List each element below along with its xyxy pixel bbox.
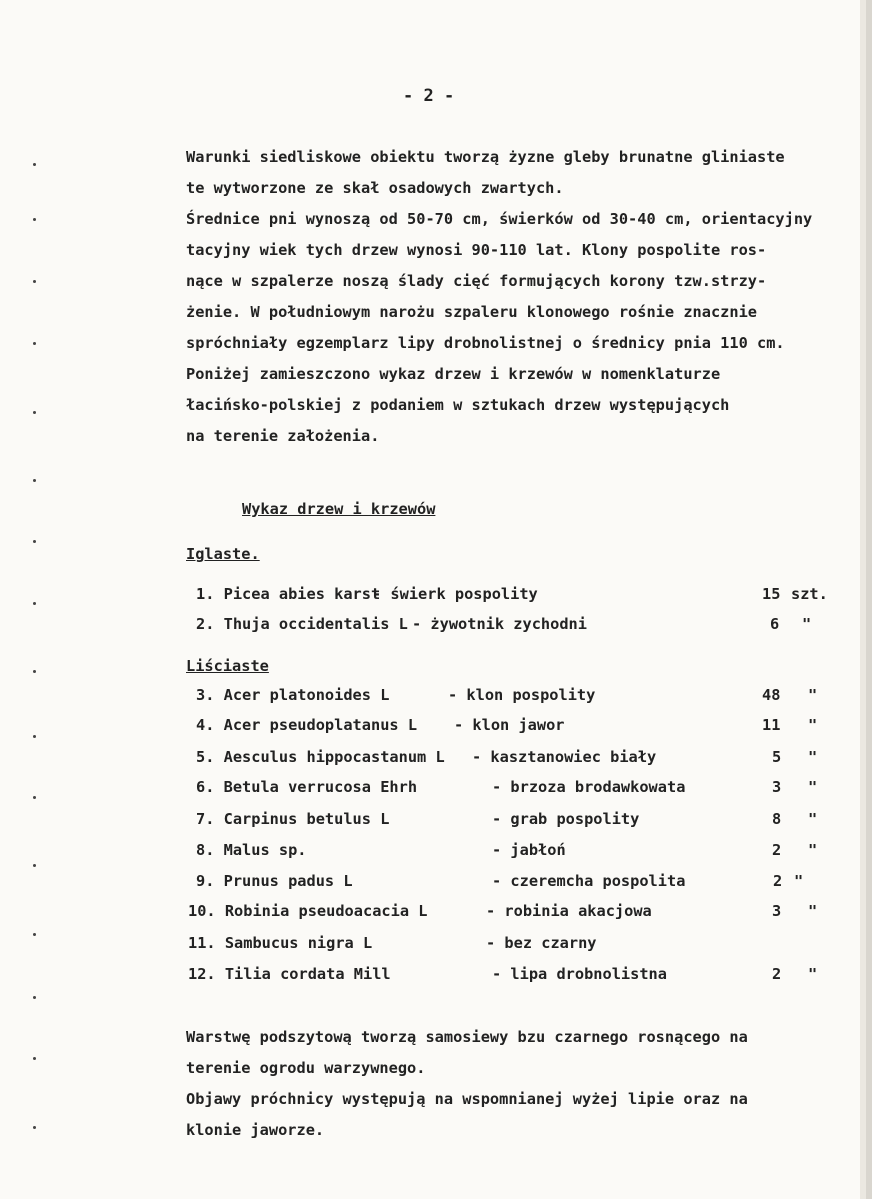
list-item xyxy=(0,686,872,708)
species-count: 5 xyxy=(772,748,782,766)
paragraph-line: tacyjny wiek tych drzew wynosi 90-110 lat. Klony pospolite ros- xyxy=(186,241,767,259)
paragraph-line: żenie. W południowym narożu szpaleru klonowego rośnie znacznie xyxy=(186,303,757,321)
list-item xyxy=(0,841,872,863)
paragraph-line: łacińsko-polskiej z podaniem w sztukach drzew występujących xyxy=(186,396,730,414)
count-unit: " xyxy=(808,965,818,983)
margin-mark xyxy=(33,479,36,482)
species-polish: - kasztanowiec biały xyxy=(472,748,657,766)
count-unit: " xyxy=(802,615,812,633)
species-count: 3 xyxy=(772,902,782,920)
species-polish: - klon jawor xyxy=(454,716,565,734)
count-unit: " xyxy=(808,841,818,859)
species-latin: 5. Aesculus hippocastanum L xyxy=(196,748,445,766)
species-latin: 10. Robinia pseudoacacia L xyxy=(188,902,428,920)
paragraph-line: Średnice pni wynoszą od 50-70 cm, świerków od 30-40 cm, orientacyjny xyxy=(186,210,813,228)
species-latin: 6. Betula verrucosa Ehrh xyxy=(196,778,418,796)
page-number: - 2 - xyxy=(403,86,455,106)
list-item xyxy=(0,585,872,607)
list-item xyxy=(0,965,872,987)
paragraph-line: spróchniały egzemplarz lipy drobnolistnej o średnicy pnia 110 cm. xyxy=(186,334,785,352)
species-count: 48 xyxy=(762,686,781,704)
list-item xyxy=(0,934,872,956)
count-unit: " xyxy=(808,778,818,796)
list-title: Wykaz drzew i krzewów xyxy=(242,500,436,518)
paragraph-line: nące w szpalerze noszą ślady cięć formujących korony tzw.strzy- xyxy=(186,272,767,290)
list-item xyxy=(0,810,872,832)
species-polish: - brzoza brodawkowata xyxy=(492,778,686,796)
species-latin: 8. Malus sp. xyxy=(196,841,307,859)
count-unit: szt. xyxy=(791,585,828,603)
count-unit: " xyxy=(794,872,804,890)
margin-mark xyxy=(33,1057,36,1060)
species-count: 2 xyxy=(772,965,782,983)
paragraph-line: klonie jaworze. xyxy=(186,1121,325,1139)
margin-mark xyxy=(33,280,36,283)
count-unit: " xyxy=(808,716,818,734)
margin-mark xyxy=(33,1126,36,1129)
species-polish: - świerk pospolity xyxy=(372,585,538,603)
list-item xyxy=(0,778,872,800)
list-item xyxy=(0,872,872,894)
species-count: 2 xyxy=(773,872,783,890)
margin-mark xyxy=(33,670,36,673)
count-unit: " xyxy=(808,810,818,828)
count-unit: " xyxy=(808,748,818,766)
species-polish: - grab pospolity xyxy=(492,810,640,828)
species-latin: 1. Picea abies karst xyxy=(196,585,381,603)
margin-mark xyxy=(33,996,36,999)
species-polish: - bez czarny xyxy=(486,934,597,952)
species-polish: - jabłoń xyxy=(492,841,566,859)
species-latin: 12. Tilia cordata Mill xyxy=(188,965,391,983)
species-latin: 3. Acer platonoides L xyxy=(196,686,390,704)
species-latin: 9. Prunus padus L xyxy=(196,872,353,890)
list-item xyxy=(0,748,872,770)
species-count: 6 xyxy=(770,615,780,633)
species-count: 8 xyxy=(772,810,782,828)
species-count: 2 xyxy=(772,841,782,859)
species-polish: - klon pospolity xyxy=(448,686,596,704)
species-latin: 4. Acer pseudoplatanus L xyxy=(196,716,418,734)
species-polish: - lipa drobnolistna xyxy=(492,965,667,983)
margin-mark xyxy=(33,864,36,867)
paragraph-line: Warunki siedliskowe obiektu tworzą żyzne gleby brunatne gliniaste xyxy=(186,148,785,166)
margin-mark xyxy=(33,411,36,414)
paragraph-line: Poniżej zamieszczono wykaz drzew i krzewów w nomenklaturze xyxy=(186,365,721,383)
section-title: Liściaste xyxy=(186,657,269,675)
paragraph-line: terenie ogrodu warzywnego. xyxy=(186,1059,426,1077)
species-polish: - żywotnik zychodni xyxy=(412,615,587,633)
species-latin: 2. Thuja occidentalis L xyxy=(196,615,408,633)
margin-mark xyxy=(33,163,36,166)
list-item xyxy=(0,902,872,924)
species-count: 11 xyxy=(762,716,781,734)
species-latin: 7. Carpinus betulus L xyxy=(196,810,390,828)
paragraph-line: Objawy próchnicy występują na wspomnianej wyżej lipie oraz na xyxy=(186,1090,748,1108)
list-item xyxy=(0,615,872,637)
margin-mark xyxy=(33,342,36,345)
paragraph-line: na terenie założenia. xyxy=(186,427,380,445)
species-count: 15 xyxy=(762,585,781,603)
species-count: 3 xyxy=(772,778,782,796)
count-unit: " xyxy=(808,902,818,920)
section-title: Iglaste. xyxy=(186,545,260,563)
species-latin: 11. Sambucus nigra L xyxy=(188,934,373,952)
count-unit: " xyxy=(808,686,818,704)
margin-mark xyxy=(33,540,36,543)
margin-mark xyxy=(33,218,36,221)
paragraph-line: te wytworzone ze skał osadowych zwartych. xyxy=(186,179,564,197)
paragraph-line: Warstwę podszytową tworzą samosiewy bzu czarnego rosnącego na xyxy=(186,1028,748,1046)
species-polish: - robinia akacjowa xyxy=(486,902,652,920)
species-polish: - czeremcha pospolita xyxy=(492,872,686,890)
list-item xyxy=(0,716,872,738)
